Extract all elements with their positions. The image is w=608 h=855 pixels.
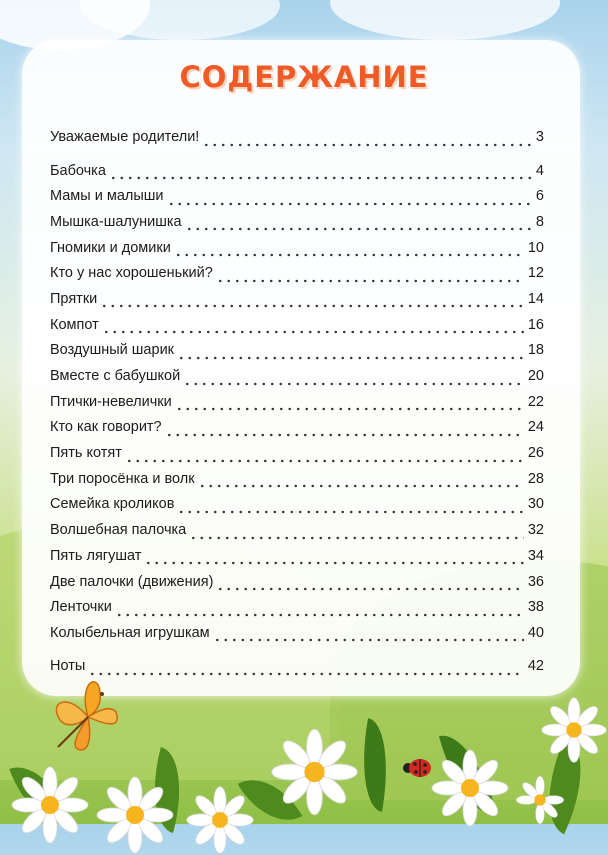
toc-entry-page: 36 [527, 573, 544, 590]
toc-entry [50, 240, 544, 265]
toc-leader-dots [174, 253, 524, 257]
toc-entry-label: Гномики и домики [50, 239, 171, 256]
toc-entry [50, 188, 544, 213]
toc-entry-label: Уважаемые родители! [50, 129, 200, 145]
toc-entry-label: Колыбельная игрушкам [50, 624, 210, 641]
daisy-flower [185, 785, 255, 855]
ladybug-icon [400, 754, 434, 782]
toc-entry [50, 394, 544, 419]
toc-leader-dots [125, 459, 524, 463]
toc-entry [50, 317, 544, 342]
toc-entry [50, 265, 544, 290]
toc-leader-dots [202, 143, 532, 147]
toc-entry [50, 368, 544, 393]
toc-entry-label: Семейка кроликов [50, 496, 175, 513]
toc-entry-label: Кто как говорит? [50, 419, 162, 436]
toc-entry-label: Пять лягушат [50, 547, 142, 564]
toc-entry-label: Воздушный шарик [50, 342, 175, 359]
toc-entry-page: 38 [527, 599, 544, 616]
toc-leader-dots [185, 227, 532, 231]
toc-entry [50, 522, 544, 547]
toc-leader-dots [115, 613, 524, 617]
toc-leader-dots [177, 356, 524, 360]
daisy-flower [95, 775, 175, 855]
toc-entry-page: 14 [527, 290, 544, 307]
toc-entry-page: 42 [527, 658, 544, 675]
toc-entry-page: 3 [535, 129, 544, 145]
toc-leader-dots [198, 484, 524, 488]
toc-leader-dots [165, 433, 524, 437]
toc-entry [50, 599, 544, 624]
table-of-contents [50, 129, 544, 684]
toc-leader-dots [183, 382, 524, 386]
toc-entry [50, 445, 544, 470]
toc-entry-page: 18 [527, 342, 544, 359]
toc-entry-label: Кто у нас хорошенький? [50, 265, 213, 282]
page-title: СОДЕРЖАНИЕ [179, 60, 429, 94]
toc-entry-page: 34 [527, 547, 544, 564]
toc-entry-label: Мышка-шалунишка [50, 213, 182, 230]
toc-entry-label: Ноты [50, 658, 86, 675]
toc-leader-dots [144, 561, 523, 565]
toc-entry-label: Компот [50, 316, 99, 333]
toc-leader-dots [216, 587, 523, 591]
toc-leader-dots [88, 672, 524, 676]
toc-entry-label: Волшебная палочка [50, 522, 187, 539]
toc-entry-page: 30 [527, 496, 544, 513]
toc-entry [50, 496, 544, 521]
toc-leader-dots [216, 279, 524, 283]
toc-entry-page: 22 [527, 393, 544, 410]
toc-entry [50, 214, 544, 239]
toc-entry [50, 419, 544, 444]
toc-entry [50, 291, 544, 316]
toc-entry [50, 163, 544, 188]
toc-entry [50, 548, 544, 573]
toc-entry-page: 6 [535, 188, 544, 205]
toc-entry-page: 4 [535, 162, 544, 179]
toc-entry-label: Две палочки (движения) [50, 573, 214, 590]
butterfly-icon [38, 672, 138, 762]
toc-entry [50, 471, 544, 496]
toc-entry-page: 8 [535, 213, 544, 230]
toc-entry-label: Бабочка [50, 162, 106, 179]
toc-entry-label: Три поросёнка и волк [50, 470, 195, 487]
toc-entry-page: 20 [527, 368, 544, 384]
toc-entry-page: 28 [527, 470, 544, 487]
toc-leader-dots [177, 510, 523, 514]
toc-entry [50, 574, 544, 599]
toc-entry-page: 24 [527, 419, 544, 436]
toc-entry-label: Вместе с бабушкой [50, 368, 181, 384]
toc-entry-page: 26 [527, 445, 544, 462]
daisy-flower [540, 685, 608, 775]
toc-entry-label: Пять котят [50, 445, 122, 462]
toc-entry-label: Птички-невелички [50, 393, 172, 410]
daisy-flower [262, 727, 367, 817]
daisy-flower [10, 765, 90, 845]
toc-leader-dots [109, 176, 532, 180]
toc-leader-dots [100, 304, 524, 308]
toc-leader-dots [175, 407, 524, 411]
toc-entry-page: 40 [527, 624, 544, 641]
toc-leader-dots [213, 638, 524, 642]
toc-leader-dots [167, 202, 532, 206]
toc-entry [50, 129, 544, 154]
toc-entry-label: Мамы и малыши [50, 188, 164, 205]
toc-leader-dots [189, 536, 524, 540]
toc-entry-page: 12 [527, 265, 544, 282]
toc-entry-page: 10 [527, 239, 544, 256]
toc-entry-label: Ленточки [50, 599, 112, 616]
toc-leader-dots [102, 330, 524, 334]
toc-entry-page: 32 [527, 522, 544, 539]
daisy-flower [500, 775, 580, 825]
toc-entry [50, 342, 544, 367]
cloud [330, 0, 560, 40]
toc-entry-page: 16 [527, 316, 544, 333]
toc-entry [50, 625, 544, 650]
toc-entry-label: Прятки [50, 290, 98, 307]
